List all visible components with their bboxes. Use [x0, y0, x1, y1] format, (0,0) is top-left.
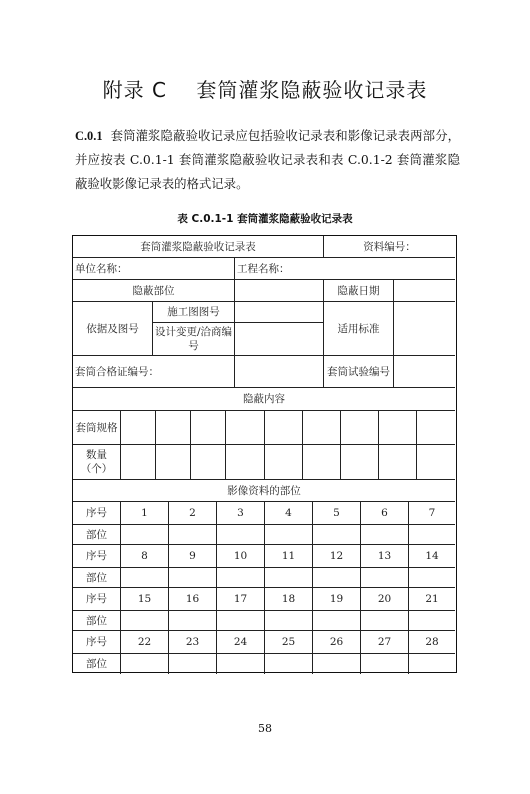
design-change-value: [235, 323, 324, 356]
blank-cell: [121, 445, 156, 480]
seq-number: 10: [217, 545, 265, 568]
blank-cell: [341, 445, 379, 480]
seq-number: 6: [361, 502, 409, 525]
part-value: [313, 611, 361, 631]
blank-cell: [226, 445, 265, 480]
seq-number: 14: [409, 545, 455, 568]
basis-label: 依据及图号: [73, 302, 153, 356]
image-parts-label: 影像资料的部位: [73, 480, 455, 502]
seq-number: 8: [121, 545, 169, 568]
sleeve-test-label: 套筒试验编号: [324, 356, 394, 388]
hidden-part-value: [235, 280, 324, 302]
part-value: [313, 568, 361, 588]
hidden-date-value: [394, 280, 455, 302]
table-header-title: 套筒灌浆隐蔽验收记录表: [73, 236, 324, 258]
blank-cell: [417, 445, 455, 480]
seq-number: 4: [265, 502, 313, 525]
blank-cell: [341, 411, 379, 445]
seq-number: 11: [265, 545, 313, 568]
seq-number: 21: [409, 588, 455, 611]
project-name-label: 工程名称：: [235, 258, 455, 280]
design-change-label: 设计变更/洽商编号: [153, 323, 235, 356]
part-value: [409, 568, 455, 588]
part-value: [217, 611, 265, 631]
part-value: [169, 654, 217, 674]
seq-number: 3: [217, 502, 265, 525]
doc-number-label: 资料编号：: [324, 236, 455, 258]
clause-number: C.0.1: [75, 129, 103, 143]
part-value: [361, 611, 409, 631]
part-value: [265, 611, 313, 631]
blank-cell: [156, 411, 191, 445]
seq-number: 17: [217, 588, 265, 611]
blank-cell: [303, 445, 341, 480]
blank-cell: [265, 445, 303, 480]
seq-label: 序号: [73, 545, 121, 568]
seq-number: 19: [313, 588, 361, 611]
seq-number: 26: [313, 631, 361, 654]
part-label: 部位: [73, 611, 121, 631]
part-value: [121, 654, 169, 674]
part-value: [169, 611, 217, 631]
seq-number: 24: [217, 631, 265, 654]
part-value: [217, 568, 265, 588]
seq-number: 22: [121, 631, 169, 654]
hidden-date-label: 隐蔽日期: [324, 280, 394, 302]
seq-number: 27: [361, 631, 409, 654]
blank-cell: [417, 411, 455, 445]
seq-number: 9: [169, 545, 217, 568]
blank-cell: [265, 411, 303, 445]
blank-cell: [121, 411, 156, 445]
standard-value: [394, 302, 455, 356]
hidden-content-label: 隐蔽内容: [73, 388, 455, 411]
part-value: [217, 654, 265, 674]
part-value: [217, 525, 265, 545]
part-label: 部位: [73, 568, 121, 588]
sleeve-test-value: [394, 356, 455, 388]
standard-label: 适用标准: [324, 302, 394, 356]
part-value: [409, 525, 455, 545]
part-value: [121, 568, 169, 588]
part-value: [169, 525, 217, 545]
blank-cell: [191, 445, 226, 480]
drawing-no-value: [235, 302, 324, 323]
intro-paragraph: [75, 124, 460, 196]
seq-number: 12: [313, 545, 361, 568]
part-value: [361, 654, 409, 674]
part-value: [265, 654, 313, 674]
seq-number: 7: [409, 502, 455, 525]
part-value: [121, 525, 169, 545]
acceptance-record-table: [72, 235, 457, 673]
blank-cell: [191, 411, 226, 445]
seq-number: 13: [361, 545, 409, 568]
sleeve-cert-label: 套筒合格证编号：: [73, 356, 235, 388]
part-value: [265, 525, 313, 545]
seq-number: 1: [121, 502, 169, 525]
clause-text: 套筒灌浆隐蔽验收记录应包括验收记录表和影像记录表两部分，并应按表 C.0.1-1 套筒灌浆隐蔽验收记录表和表 C.0.1-2 套筒灌浆隐蔽验收影像记录表的格式记录。: [75, 128, 460, 191]
seq-number: 28: [409, 631, 455, 654]
blank-cell: [226, 411, 265, 445]
seq-number: 20: [361, 588, 409, 611]
part-value: [361, 568, 409, 588]
part-label: 部位: [73, 654, 121, 674]
part-value: [121, 611, 169, 631]
blank-cell: [379, 445, 417, 480]
seq-number: 18: [265, 588, 313, 611]
sleeve-spec-label: 套筒规格: [73, 411, 121, 445]
part-value: [169, 568, 217, 588]
part-value: [409, 611, 455, 631]
part-label: 部位: [73, 525, 121, 545]
part-value: [313, 654, 361, 674]
seq-label: 序号: [73, 631, 121, 654]
seq-label: 序号: [73, 502, 121, 525]
page-title: 附录 C 套筒灌浆隐蔽验收记录表: [102, 78, 428, 102]
sleeve-cert-value: [235, 356, 324, 388]
part-value: [313, 525, 361, 545]
part-value: [409, 654, 455, 674]
seq-number: 5: [313, 502, 361, 525]
seq-number: 16: [169, 588, 217, 611]
drawing-no-label: 施工图图号: [153, 302, 235, 323]
seq-number: 23: [169, 631, 217, 654]
seq-number: 2: [169, 502, 217, 525]
blank-cell: [379, 411, 417, 445]
part-value: [265, 568, 313, 588]
part-value: [361, 525, 409, 545]
seq-number: 25: [265, 631, 313, 654]
seq-label: 序号: [73, 588, 121, 611]
blank-cell: [156, 445, 191, 480]
hidden-part-label: 隐蔽部位: [73, 280, 235, 302]
quantity-label: 数量（个）: [73, 445, 121, 480]
page-number: 58: [258, 722, 272, 735]
seq-number: 15: [121, 588, 169, 611]
blank-cell: [303, 411, 341, 445]
unit-name-label: 单位名称：: [73, 258, 235, 280]
table-caption: 表 C.0.1-1 套筒灌浆隐蔽验收记录表: [177, 213, 353, 225]
